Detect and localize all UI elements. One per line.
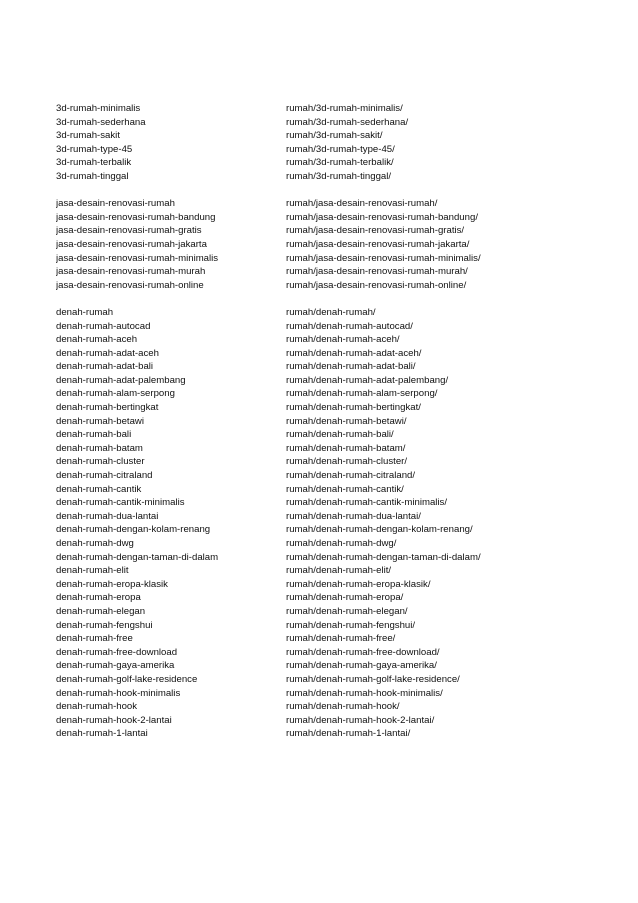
- slug-text: denah-rumah-elegan: [56, 605, 146, 617]
- path-text: rumah/denah-rumah-golf-lake-residence/: [286, 673, 460, 685]
- slug-text: denah-rumah-elit: [56, 565, 129, 577]
- path-text: rumah/denah-rumah-batam/: [286, 442, 406, 454]
- path-text: rumah/denah-rumah-elit/: [286, 565, 392, 577]
- path-text: rumah/denah-rumah-cantik/: [286, 483, 404, 495]
- list-row: [56, 102, 596, 116]
- list-row: [56, 265, 596, 279]
- path-text: rumah/denah-rumah-eropa/: [286, 592, 404, 604]
- list-row: [56, 442, 596, 456]
- path-text: rumah/denah-rumah-dwg/: [286, 538, 397, 549]
- path-text: rumah/denah-rumah-cantik-minimalis/: [286, 497, 448, 509]
- slug-text: jasa-desain-renovasi-rumah-jakarta: [56, 238, 207, 250]
- slug-text: denah-rumah-dwg: [56, 538, 134, 549]
- slug-text: denah-rumah-betawi: [56, 415, 144, 427]
- list-group: [56, 197, 596, 292]
- slug-text: jasa-desain-renovasi-rumah-online: [56, 279, 204, 291]
- list-row: [56, 700, 596, 714]
- list-row: [56, 387, 596, 401]
- slug-text: denah-rumah-dengan-kolam-renang: [56, 524, 211, 536]
- list-row: [56, 523, 596, 537]
- slug-path-list: [56, 102, 596, 755]
- list-row: [56, 564, 596, 578]
- slug-text: denah-rumah-hook-minimalis: [56, 687, 181, 699]
- list-row: [56, 455, 596, 469]
- list-row: [56, 415, 596, 429]
- list-row: [56, 129, 596, 143]
- path-text: rumah/denah-rumah-autocad/: [286, 320, 413, 332]
- list-row: [56, 197, 596, 211]
- slug-text: denah-rumah-batam: [56, 442, 143, 454]
- path-text: rumah/denah-rumah-dengan-taman-di-dalam/: [286, 551, 481, 563]
- list-row: [56, 591, 596, 605]
- path-text: rumah/3d-rumah-sederhana/: [286, 116, 409, 128]
- path-text: rumah/denah-rumah-hook/: [286, 701, 400, 713]
- slug-text: denah-rumah-hook: [56, 701, 138, 713]
- slug-text: 3d-rumah-tinggal: [56, 170, 129, 182]
- slug-text: 3d-rumah-sederhana: [56, 116, 146, 128]
- list-row: [56, 116, 596, 130]
- path-text: rumah/jasa-desain-renovasi-rumah-bandung/: [286, 211, 478, 223]
- list-row: [56, 537, 596, 551]
- slug-text: denah-rumah-bali: [56, 429, 132, 441]
- list-row: [56, 252, 596, 266]
- path-text: rumah/3d-rumah-sakit/: [286, 130, 383, 142]
- path-text: rumah/jasa-desain-renovasi-rumah-gratis/: [286, 225, 465, 237]
- path-text: rumah/3d-rumah-tinggal/: [286, 170, 392, 182]
- path-text: rumah/jasa-desain-renovasi-rumah/: [286, 198, 438, 210]
- slug-text: denah-rumah-1-lantai: [56, 728, 148, 740]
- list-row: [56, 238, 596, 252]
- slug-text: denah-rumah-eropa: [56, 592, 141, 604]
- list-row: [56, 727, 596, 741]
- slug-text: jasa-desain-renovasi-rumah-minimalis: [56, 252, 219, 264]
- path-text: rumah/denah-rumah-free-download/: [286, 646, 440, 658]
- path-text: rumah/denah-rumah-dua-lantai/: [286, 510, 421, 522]
- slug-text: jasa-desain-renovasi-rumah-murah: [56, 266, 206, 278]
- list-row: [56, 687, 596, 701]
- path-text: rumah/denah-rumah-bertingkat/: [286, 402, 421, 414]
- path-text: rumah/denah-rumah-cluster/: [286, 456, 408, 468]
- path-text: rumah/denah-rumah-gaya-amerika/: [286, 660, 437, 672]
- slug-text: 3d-rumah-terbalik: [56, 157, 132, 169]
- path-text: rumah/denah-rumah-alam-serpong/: [286, 388, 438, 400]
- path-text: rumah/jasa-desain-renovasi-rumah-minimalis/: [286, 252, 481, 264]
- list-row: [56, 714, 596, 728]
- path-text: rumah/jasa-desain-renovasi-rumah-jakarta/: [286, 238, 470, 250]
- slug-text: denah-rumah-cantik: [56, 483, 142, 495]
- list-row: [56, 469, 596, 483]
- slug-text: denah-rumah-bertingkat: [56, 402, 159, 414]
- slug-text: denah-rumah-free-download: [56, 646, 178, 658]
- list-row: [56, 306, 596, 320]
- path-text: rumah/denah-rumah-betawi/: [286, 415, 407, 427]
- list-row: [56, 551, 596, 565]
- list-row: [56, 374, 596, 388]
- path-text: rumah/denah-rumah-adat-palembang/: [286, 374, 449, 386]
- path-text: rumah/3d-rumah-type-45/: [286, 143, 395, 155]
- slug-text: denah-rumah: [56, 306, 114, 318]
- slug-text: 3d-rumah-minimalis: [56, 103, 141, 114]
- path-text: rumah/denah-rumah-hook-2-lantai/: [286, 714, 435, 726]
- path-text: rumah/jasa-desain-renovasi-rumah-online/: [286, 279, 467, 291]
- list-row: [56, 605, 596, 619]
- slug-text: jasa-desain-renovasi-rumah: [56, 198, 175, 210]
- slug-text: denah-rumah-eropa-klasik: [56, 578, 168, 590]
- list-group: [56, 306, 596, 741]
- list-row: [56, 619, 596, 633]
- slug-text: denah-rumah-dua-lantai: [56, 510, 159, 522]
- slug-text: denah-rumah-autocad: [56, 320, 151, 332]
- slug-text: denah-rumah-free: [56, 633, 133, 645]
- list-row: [56, 646, 596, 660]
- list-row: [56, 428, 596, 442]
- path-text: rumah/denah-rumah/: [286, 306, 376, 318]
- list-row: [56, 279, 596, 293]
- path-text: rumah/denah-rumah-bali/: [286, 429, 394, 441]
- list-group: [56, 102, 596, 184]
- list-row: [56, 673, 596, 687]
- slug-text: denah-rumah-dengan-taman-di-dalam: [56, 551, 219, 563]
- slug-text: 3d-rumah-type-45: [56, 143, 133, 155]
- path-text: rumah/denah-rumah-dengan-kolam-renang/: [286, 524, 473, 536]
- list-row: [56, 483, 596, 497]
- slug-text: denah-rumah-golf-lake-residence: [56, 673, 198, 685]
- slug-text: denah-rumah-gaya-amerika: [56, 660, 175, 672]
- path-text: rumah/denah-rumah-fengshui/: [286, 619, 416, 631]
- list-row: [56, 143, 596, 157]
- slug-text: jasa-desain-renovasi-rumah-gratis: [56, 225, 202, 237]
- slug-text: denah-rumah-adat-aceh: [56, 347, 159, 359]
- path-text: rumah/denah-rumah-1-lantai/: [286, 728, 411, 740]
- slug-text: denah-rumah-hook-2-lantai: [56, 714, 172, 726]
- slug-text: denah-rumah-adat-palembang: [56, 374, 186, 386]
- list-row: [56, 333, 596, 347]
- slug-text: denah-rumah-alam-serpong: [56, 388, 175, 400]
- list-row: [56, 632, 596, 646]
- path-text: rumah/denah-rumah-hook-minimalis/: [286, 687, 443, 699]
- list-row: [56, 156, 596, 170]
- slug-text: 3d-rumah-sakit: [56, 130, 120, 142]
- path-text: rumah/3d-rumah-terbalik/: [286, 157, 394, 169]
- list-row: [56, 320, 596, 334]
- slug-text: denah-rumah-fengshui: [56, 619, 153, 631]
- path-text: rumah/jasa-desain-renovasi-rumah-murah/: [286, 266, 468, 278]
- path-text: rumah/denah-rumah-elegan/: [286, 605, 408, 617]
- slug-text: denah-rumah-adat-bali: [56, 361, 154, 373]
- list-row: [56, 659, 596, 673]
- path-text: rumah/denah-rumah-eropa-klasik/: [286, 578, 431, 590]
- path-text: rumah/3d-rumah-minimalis/: [286, 103, 403, 114]
- slug-text: denah-rumah-citraland: [56, 470, 153, 482]
- path-text: rumah/denah-rumah-aceh/: [286, 334, 400, 346]
- list-row: [56, 170, 596, 184]
- slug-text: denah-rumah-cluster: [56, 456, 145, 468]
- path-text: rumah/denah-rumah-adat-aceh/: [286, 347, 422, 359]
- slug-text: denah-rumah-aceh: [56, 334, 138, 346]
- list-row: [56, 224, 596, 238]
- list-row: [56, 578, 596, 592]
- path-text: rumah/denah-rumah-free/: [286, 633, 396, 645]
- list-row: [56, 401, 596, 415]
- path-text: rumah/denah-rumah-adat-bali/: [286, 361, 416, 373]
- path-text: rumah/denah-rumah-citraland/: [286, 470, 416, 482]
- slug-text: denah-rumah-cantik-minimalis: [56, 497, 185, 509]
- list-row: [56, 211, 596, 225]
- list-row: [56, 347, 596, 361]
- list-row: [56, 360, 596, 374]
- list-row: [56, 510, 596, 524]
- list-row: [56, 496, 596, 510]
- slug-text: jasa-desain-renovasi-rumah-bandung: [56, 211, 216, 223]
